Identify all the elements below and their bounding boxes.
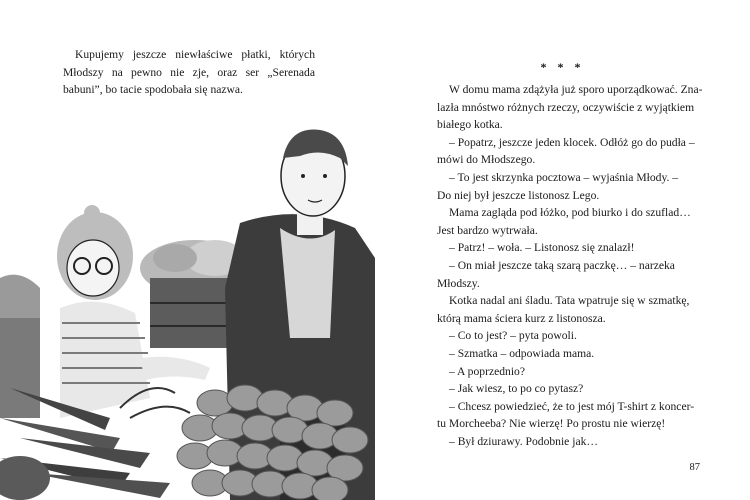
text-line: – Popatrz, jeszcze jeden klocek. Odłóż go do pudła – (449, 135, 695, 149)
text-line: – Co to jest? – pyta powoli. (449, 329, 577, 343)
text-line: W domu mama zdążyła już sporo uporządkować. Zna- (449, 83, 703, 96)
text-line: – Patrz! – woła. – Listonosz się znalazł! (449, 241, 635, 255)
text-line: – A poprzednio? (449, 364, 525, 378)
text-line: którą mama ściera kurz z listonosza. (437, 311, 606, 325)
right-page-text (437, 81, 703, 450)
left-paragraph: Kupujemy jeszcze niewłaściwe płatki, których Młodszy na pewno nie zje, oraz ser „Serenada babuni”, bo tacie spodobała się nazwa. (63, 48, 315, 97)
text-line: Do niej był jeszcze listonosz Lego. (437, 188, 600, 202)
text-line: – Jak wiesz, to po co pytasz? (449, 382, 584, 396)
section-separator: * * * (540, 60, 585, 74)
market-illustration (0, 118, 375, 500)
text-line: – Był dziurawy. Podobnie jak… (449, 434, 598, 448)
text-line: Mama zagląda pod łóżko, pod biurko i do szuflad… (449, 206, 691, 220)
text-line: Kotka nadal ani śladu. Tata wpatruje się w szmatkę, (449, 294, 690, 308)
text-line: – On miał jeszcze taką szarą paczkę… – narzeka (449, 258, 675, 272)
text-line: Młodszy. (437, 276, 480, 290)
text-line: tu Morcheeba? Nie wierzę! Po prostu nie wierzę! (437, 417, 666, 431)
left-page-text (63, 46, 315, 99)
text-line: – To jest skrzynka pocztowa – wyjaśnia Młody. – (449, 170, 679, 184)
text-line: białego kotka. (437, 118, 503, 132)
text-line: lazła mnóstwo różnych rzeczy, oczywiście z wyjątkiem (437, 100, 695, 114)
text-line: mówi do Młodszego. (437, 153, 536, 167)
text-line: Jest bardzo wytrwała. (437, 223, 538, 237)
page-number: 87 (689, 462, 700, 473)
text-line: – Chcesz powiedzieć, że to jest mój T-shirt z koncer- (449, 399, 695, 413)
text-line: – Szmatka – odpowiada mama. (449, 346, 595, 360)
